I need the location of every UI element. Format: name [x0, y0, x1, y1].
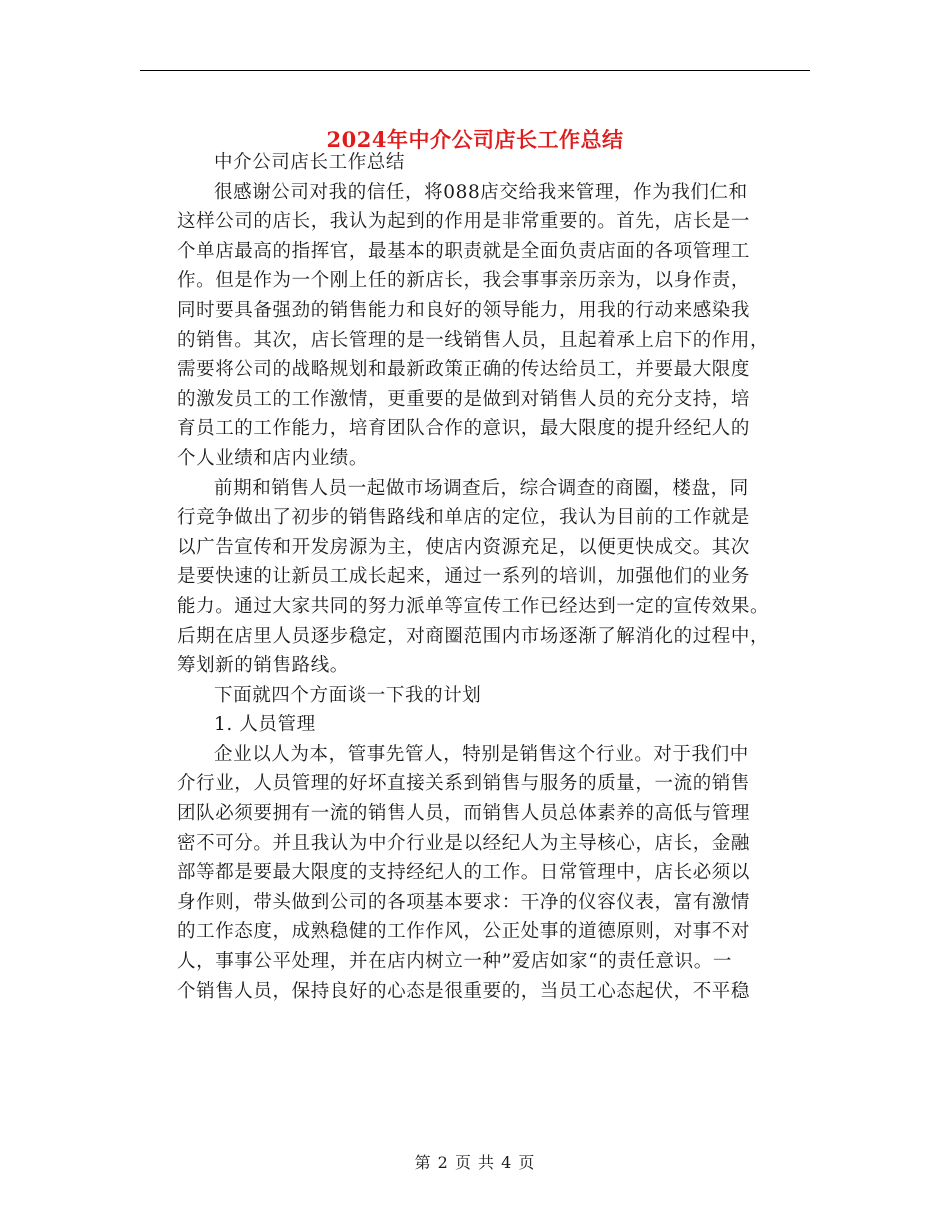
text-line: 同时要具备强劲的销售能力和良好的领导能力，用我的行动来感染我	[177, 299, 751, 321]
document-body	[140, 148, 810, 1006]
text-line: 的工作态度，成熟稳健的工作作风，公正处事的道德原则，对事不对	[177, 921, 751, 943]
text-line: 的激发员工的工作激情，更重要的是做到对销售人员的充分支持，培	[177, 388, 751, 410]
text-line: 作。但是作为一个刚上任的新店长，我会事事亲历亲为，以身作责，	[177, 270, 751, 292]
text-line: 行竞争做出了初步的销售路线和单店的定位，我认为目前的工作就是	[177, 507, 751, 529]
section-heading-staff	[140, 710, 810, 740]
text-line: 个人业绩和店内业绩。	[177, 447, 369, 469]
text-line: 很感谢公司对我的信任，将088店交给我来管理，作为我们仁和	[214, 181, 748, 203]
text-line: 团队必须要拥有一流的销售人员，而销售人员总体素养的高低与管理	[177, 803, 751, 825]
text-line: 筹划新的销售路线。	[177, 655, 349, 677]
text-line: 需要将公司的战略规划和最新政策正确的传达给员工，并要最大限度	[177, 359, 751, 381]
text-line: 的销售。其次，店长管理的是一线销售人员，且起着承上启下的作用，	[177, 329, 770, 351]
text-line: 密不可分。并且我认为中介行业是以经纪人为主导核心，店长，金融	[177, 832, 751, 854]
text-line: 中介公司店长工作总结	[214, 152, 406, 173]
paragraph-intro	[140, 178, 810, 474]
paragraph-subtitle	[140, 148, 810, 178]
page-number: 第 2 页 共 4 页	[414, 1153, 536, 1172]
text-line: 个销售人员，保持良好的心态是很重要的，当员工心态起伏，不平稳	[177, 980, 751, 1002]
text-line: 介行业，人员管理的好坏直接关系到销售与服务的质量，一流的销售	[177, 773, 751, 795]
paragraph-plan-intro	[140, 681, 810, 711]
text-line: 企业以人为本，管事先管人，特别是销售这个行业。对于我们中	[214, 743, 749, 765]
text-line: 能力。通过大家共同的努力派单等宣传工作已经达到一定的宣传效果。	[177, 595, 770, 617]
header-rule	[140, 70, 810, 71]
paragraph-staff-management	[140, 740, 810, 1006]
text-line: 育员工的工作能力，培育团队合作的意识，最大限度的提升经纪人的	[177, 418, 751, 440]
text-line: 后期在店里人员逐步稳定，对商圈范围内市场逐渐了解消化的过程中，	[177, 625, 770, 647]
text-line: 个单店最高的指挥官，最基本的职责就是全面负责店面的各项管理工	[177, 240, 751, 262]
text-line: 身作则，带头做到公司的各项基本要求：干净的仪容仪表，富有激情	[177, 891, 751, 913]
document-title: 2024年中介公司店长工作总结	[326, 127, 624, 153]
text-line: 下面就四个方面谈一下我的计划	[214, 684, 482, 706]
text-line: 前期和销售人员一起做市场调查后，综合调查的商圈，楼盘，同	[214, 477, 749, 499]
text-line: 是要快速的让新员工成长起来，通过一系列的培训，加强他们的业务	[177, 566, 751, 588]
text-line: 部等都是要最大限度的支持经纪人的工作。日常管理中，店长必须以	[177, 862, 751, 884]
text-line: 这样公司的店长，我认为起到的作用是非常重要的。首先，店长是一	[177, 211, 751, 233]
paragraph-early-work	[140, 474, 810, 681]
text-line: 以广告宣传和开发房源为主，使店内资源充足，以便更快成交。其次	[177, 536, 751, 558]
text-line: 人，事事公平处理，并在店内树立一种”爱店如家“的责任意识。一	[177, 951, 732, 973]
text-line: 1. 人员管理	[214, 714, 316, 736]
